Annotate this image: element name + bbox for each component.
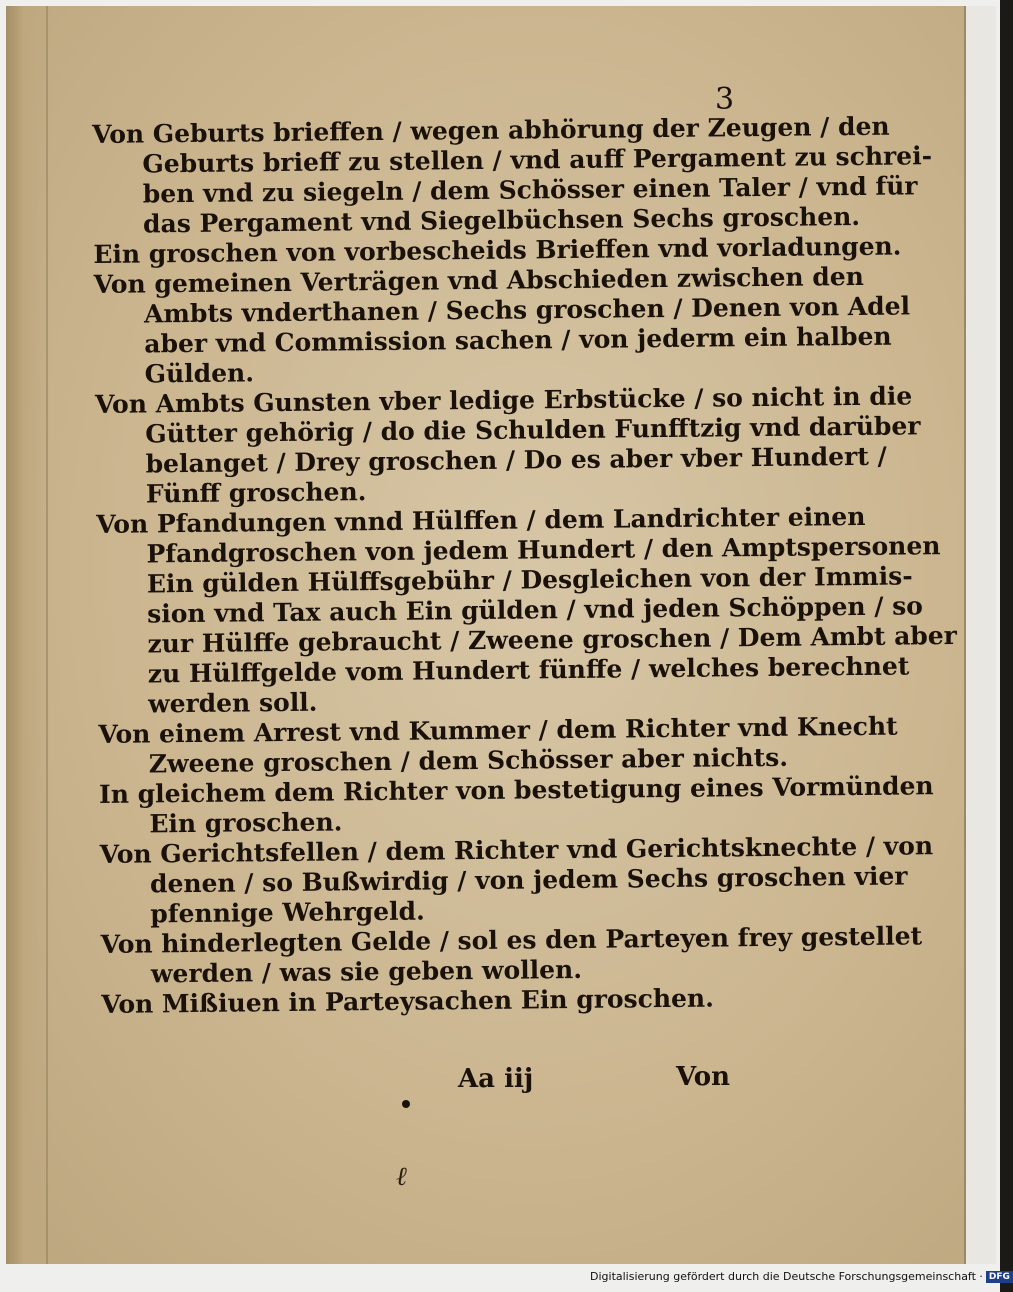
text-line: werden soll. [147,687,318,719]
text-line: In gleichem dem Richter von bestetigung eines Vormünden [98,771,934,809]
text-line: Ambts vnderthanen / Sechs groschen / Denen von Adel [143,291,911,329]
signature-mark: Aa iij [458,1064,534,1094]
text-line: Von gemeinen Verträgen vnd Abschieden zwischen den [93,261,865,299]
text-line: werden / was sie geben wollen. [150,954,583,989]
text-entry [92,111,933,240]
text-entry [93,261,911,390]
dfg-logo: DFG [986,1271,1013,1283]
document-body [92,111,958,1020]
text-line: Von einem Arrest vnd Kummer / dem Richter vnd Knecht [98,711,898,749]
text-line: Geburts brieff zu stellen / vnd auff Pergament zu schrei- [142,141,933,179]
text-entry [98,771,934,840]
text-line: zu Hülffgelde vom Hundert fünffe / welches berechnet [147,651,910,689]
text-line: Ein groschen von vorbescheids Brieffen vnd vorladungen. [93,231,902,269]
text-line: Von Ambts Gunsten vber ledige Erbstücke / so nicht in die [94,381,913,419]
text-line: das Pergament vnd Siegelbüchsen Sechs groschen. [142,201,861,239]
text-line: pfennige Wehrgeld. [150,896,425,929]
text-line: sion vnd Tax auch Ein gülden / vnd jeden Schöppen / so [147,591,924,629]
text-line: Von hinderlegten Gelde / sol es den Parteyen frey gestellet [100,921,923,959]
ink-dot [402,1100,410,1108]
credit-text: Digitalisierung gefördert durch die Deutsche Forschungsgemeinschaft · [590,1270,983,1283]
text-line: Gülden. [144,358,255,389]
text-line: belanget / Drey groschen / Do es aber vber Hundert / [145,441,887,479]
text-entry [98,711,898,780]
scan-margin-strip [966,6,996,1264]
text-line: Ein gülden Hülffsgebühr / Desgleichen von der Immis- [146,561,913,599]
text-line: zur Hülffe gebraucht / Zweene groschen / Dem Ambt aber [147,620,958,659]
text-line: Von Geburts brieffen / wegen abhörung der Zeugen / den [92,111,890,149]
text-entry [94,381,921,510]
text-entry [99,831,934,930]
digitization-credit [590,1270,1010,1288]
text-entry [96,501,958,720]
page-number: 3 [715,82,735,117]
text-line: Zweene groschen / dem Schösser aber nichts. [148,742,789,779]
text-line: Pfandgroschen von jedem Hundert / den Amptspersonen [146,531,941,569]
text-line: Gütter gehörig / do die Schulden Funfftzig vnd darüber [145,411,921,449]
text-line: Ein groschen. [149,807,343,839]
text-line: Von Gerichtsfellen / dem Richter vnd Gerichtsknechte / von [99,831,934,869]
text-line: aber vnd Commission sachen / von jederm ein halben [144,321,892,359]
margin-mark: ℓ [396,1162,407,1192]
text-line: ben vnd zu siegeln / dem Schösser einen Taler / vnd für [142,171,918,209]
text-entry [100,921,923,990]
text-line: denen / so Bußwirdig / von jedem Sechs groschen vier [149,861,908,899]
text-line: Von Mißiuen in Parteysachen Ein groschen. [101,983,715,1019]
catchword: Von [676,1062,731,1092]
text-line: Von Pfandungen vnnd Hülffen / dem Landrichter einen [96,501,866,539]
text-line: Fünff groschen. [145,477,367,509]
